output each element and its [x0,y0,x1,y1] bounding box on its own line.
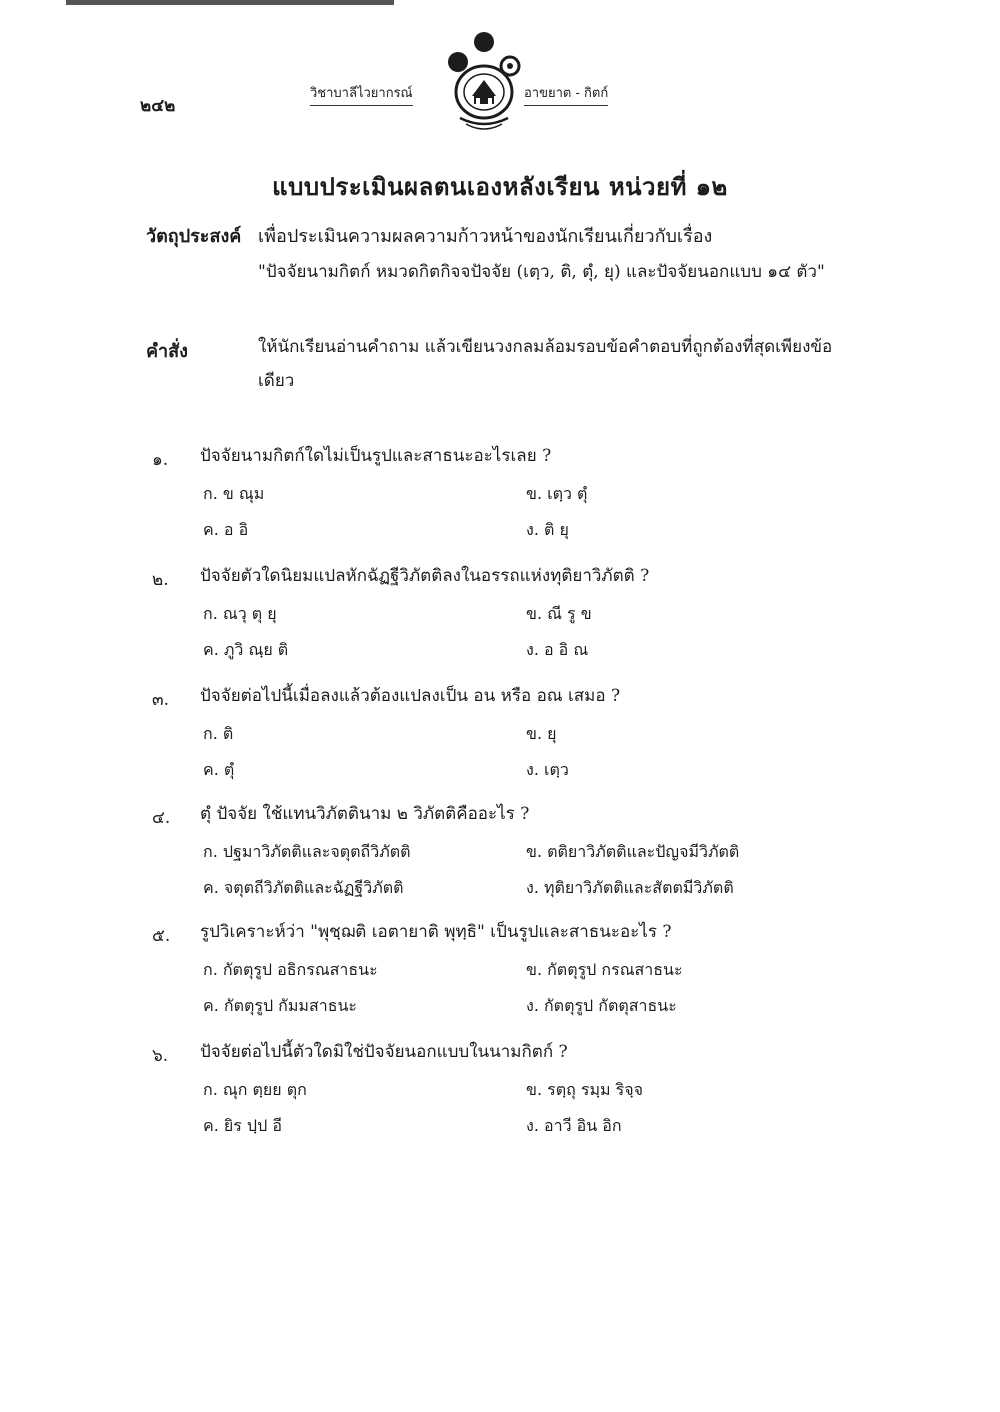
option-c[interactable]: ค. ยิร ปฺป อี [203,1116,282,1135]
scan-edge-bar [66,0,394,5]
question-1 [0,442,1000,560]
question-number: ๔. [152,808,171,828]
institution-emblem-icon [436,30,532,134]
option-a[interactable]: ก. ติ [203,724,234,743]
option-b[interactable]: ข. ยุ [526,724,557,743]
option-b[interactable]: ข. ตติยาวิภัตติและปัญจมีวิภัตติ [526,842,740,861]
question-3 [0,682,1000,800]
objective-text-line1: เพื่อประเมินความผลความก้าวหน้าของนักเรียนเกี่ยวกับเรื่อง [258,226,713,247]
question-text: ปัจจัยตัวใดนิยมแปลหักฉัฏฐีวิภัตติลงในอรรถแห่งทุติยาวิภัตติ ? [200,566,650,586]
option-a[interactable]: ก. ณวุ ตุ ยุ [203,604,277,623]
instruction-text: ให้นักเรียนอ่านคำถาม แล้วเขียนวงกลมล้อมรอบข้อคำตอบที่ถูกต้องที่สุดเพียงข้อเดียว [258,337,833,391]
option-a[interactable]: ก. ข ณุม [203,484,265,503]
option-c[interactable]: ค. จตุตถีวิภัตติและฉัฏฐีวิภัตติ [203,878,404,897]
header-topic: อาขยาต - กิตก์ [524,82,608,106]
option-d[interactable]: ง. ติ ยุ [526,520,569,539]
option-d[interactable]: ง. ทุติยาวิภัตติและสัตตมีวิภัตติ [526,878,734,897]
page-number: ๒๔๒ [140,96,176,116]
question-4 [0,800,1000,918]
question-number: ๖. [152,1046,169,1066]
option-d[interactable]: ง. อาวี อิน อิก [526,1116,622,1135]
question-number: ๕. [152,926,171,946]
option-a[interactable]: ก. ณุก ตฺยย ตุก [203,1080,307,1099]
option-d[interactable]: ง. อ อิ ณ [526,640,589,659]
question-6 [0,1038,1000,1156]
option-a[interactable]: ก. ปฐมาวิภัตติและจตุตถีวิภัตติ [203,842,411,861]
option-c[interactable]: ค. กัตตุรูป กัมมสาธนะ [203,996,358,1015]
option-b[interactable]: ข. ณี รู ข [526,604,592,623]
option-b[interactable]: ข. เตฺว ตุํ [526,484,588,503]
question-5 [0,918,1000,1036]
instruction-label: คำสั่ง [146,341,188,362]
option-b[interactable]: ข. กัตตุรูป กรณสาธนะ [526,960,683,979]
question-text: รูปวิเคราะห์ว่า "พุชฺฌติ เอตายาติ พุทฺธิ" เป็นรูปและสาธนะอะไร ? [200,922,672,942]
question-text: ปัจจัยต่อไปนี้เมื่อลงแล้วต้องแปลงเป็น อน หรือ อณ เสมอ ? [200,686,621,706]
question-number: ๑. [152,450,169,470]
page-title: แบบประเมินผลตนเองหลังเรียน หน่วยที่ ๑๒ [272,172,728,201]
option-d[interactable]: ง. เตฺว [526,760,569,779]
header-subject: วิชาบาลีไวยากรณ์ [310,82,413,106]
option-c[interactable]: ค. ตุํ [203,760,235,779]
question-number: ๒. [152,570,169,590]
question-text: ปัจจัยต่อไปนี้ตัวใดมิใช่ปัจจัยนอกแบบในนามกิตก์ ? [200,1042,568,1062]
objective-label: วัตถุประสงค์ [146,226,242,247]
option-c[interactable]: ค. ภูวิ ณฺย ติ [203,640,289,659]
question-number: ๓. [152,690,170,710]
question-text: ปัจจัยนามกิตก์ใดไม่เป็นรูปและสาธนะอะไรเลย ? [200,446,552,466]
objective-text-rest: "ปัจจัยนามกิตก์ หมวดกิตกิจจปัจจัย (เตฺว, ติ, ตุํ, ยุ) และปัจจัยนอกแบบ ๑๔ ตัว" [258,262,825,282]
question-text: ตุํ ปัจจัย ใช้แทนวิภัตตินาม ๒ วิภัตติคืออะไร ? [200,804,530,824]
question-2 [0,562,1000,680]
option-c[interactable]: ค. อ อิ [203,520,249,539]
option-a[interactable]: ก. กัตตุรูป อธิกรณสาธนะ [203,960,378,979]
option-b[interactable]: ข. รตฺถุ รมฺม ริจฺจ [526,1080,643,1099]
option-d[interactable]: ง. กัตตุรูป กัตตุสาธนะ [526,996,677,1015]
